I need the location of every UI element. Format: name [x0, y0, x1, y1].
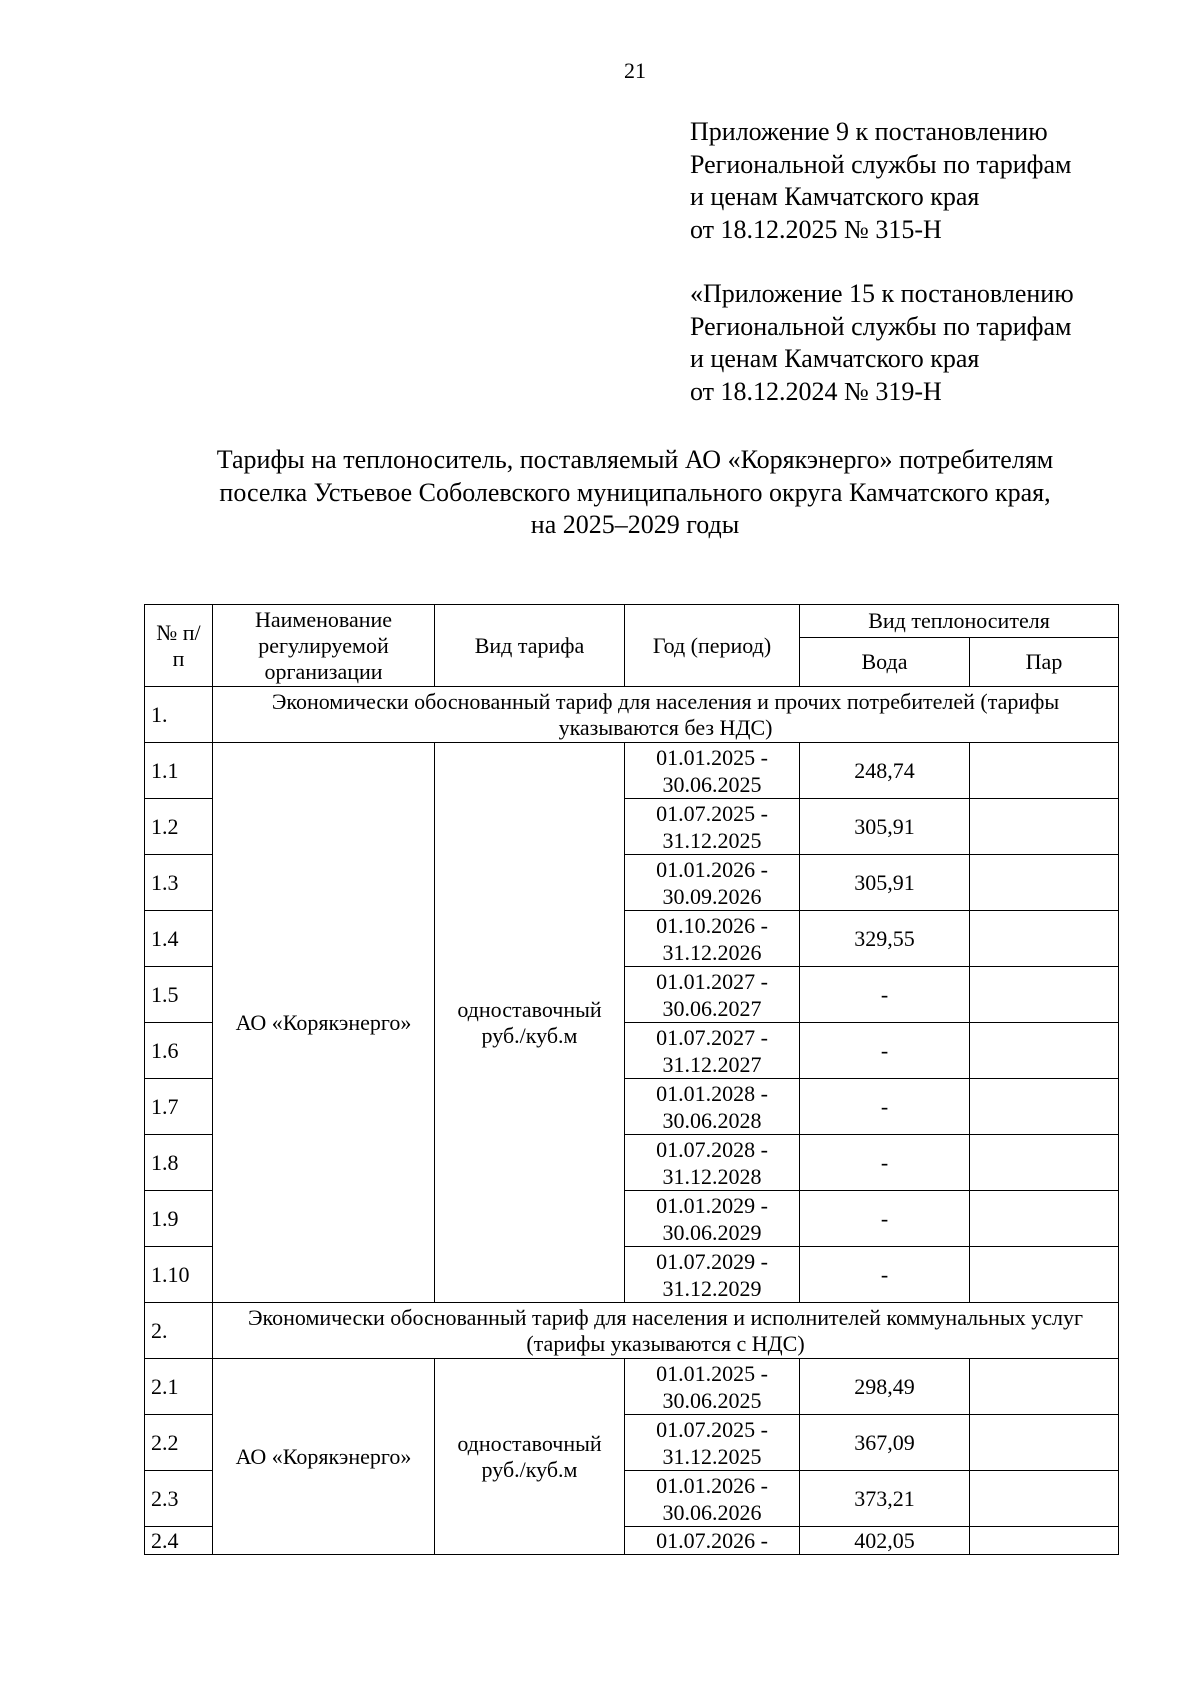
- period-end: 30.06.2025: [662, 1387, 762, 1413]
- period-end: 30.06.2025: [662, 771, 762, 797]
- steam-value: [970, 1359, 1119, 1415]
- period-cell: [625, 1191, 800, 1247]
- header-org: Наименование регулируемой организации: [213, 605, 435, 687]
- period-cell: [625, 1359, 800, 1415]
- steam-value: [970, 1415, 1119, 1471]
- period-end: 30.06.2027: [662, 995, 762, 1021]
- period-end: 30.06.2028: [662, 1107, 762, 1133]
- water-value: 329,55: [800, 911, 970, 967]
- row-num: 2.1: [145, 1359, 213, 1415]
- appendix-current-line: Приложение 9 к постановлению: [690, 117, 1048, 146]
- period-cell: [625, 855, 800, 911]
- period-cell: [625, 1135, 800, 1191]
- water-value: 367,09: [800, 1415, 970, 1471]
- period-start: 01.10.2026 -: [656, 912, 768, 938]
- period-cell: [625, 799, 800, 855]
- period-start: 01.01.2028 -: [656, 1080, 768, 1106]
- period-start: 01.01.2029 -: [656, 1192, 768, 1218]
- tariff-type-cell: одноставочный руб./куб.м: [435, 743, 625, 1303]
- period-start: 01.01.2027 -: [656, 968, 768, 994]
- table-row: [145, 743, 1119, 799]
- tariff-table: [144, 604, 1119, 1555]
- period-cell: [625, 1415, 800, 1471]
- water-value: -: [800, 1247, 970, 1303]
- water-value: 305,91: [800, 855, 970, 911]
- period-end: 30.06.2026: [662, 1499, 762, 1525]
- period-end: 31.12.2025: [662, 1443, 762, 1469]
- period-start: 01.01.2025 -: [656, 1360, 768, 1386]
- period-start: 01.07.2028 -: [656, 1136, 768, 1162]
- period-cell: [625, 1471, 800, 1527]
- period-start: 01.07.2026 -: [656, 1528, 768, 1553]
- appendix-current-line: от 18.12.2025 № 315-Н: [690, 214, 942, 244]
- header-tariff-type: Вид тарифа: [435, 605, 625, 687]
- row-num: 1.5: [145, 967, 213, 1023]
- period-end: 30.06.2029: [662, 1219, 762, 1245]
- period-cell: [625, 1079, 800, 1135]
- row-num: 2.4: [145, 1527, 213, 1555]
- appendix-original-line: и ценам Камчатского края: [690, 344, 980, 373]
- water-value: 305,91: [800, 799, 970, 855]
- steam-value: [970, 1135, 1119, 1191]
- period-start: 01.01.2026 -: [656, 856, 768, 882]
- period-end: 31.12.2026: [662, 939, 762, 965]
- period-cell: [625, 911, 800, 967]
- section-title: Экономически обоснованный тариф для населения и прочих потребителей (тарифы указываются без НДС): [213, 687, 1119, 743]
- appendix-original-line: «Приложение 15 к постановлению: [690, 279, 1074, 308]
- appendix-original-block: [690, 278, 1074, 408]
- header-steam: Пар: [970, 638, 1119, 687]
- water-value: 298,49: [800, 1359, 970, 1415]
- period-start: 01.07.2029 -: [656, 1248, 768, 1274]
- steam-value: [970, 1471, 1119, 1527]
- page-number: 21: [624, 58, 646, 83]
- period-cell: [625, 1527, 800, 1555]
- period-cell: [625, 1247, 800, 1303]
- period-start: 01.07.2025 -: [656, 1416, 768, 1442]
- section-title: Экономически обоснованный тариф для населения и исполнителей коммунальных услуг (тарифы указываются с НДС): [213, 1303, 1119, 1359]
- period-cell: [625, 967, 800, 1023]
- header-water: Вода: [800, 638, 970, 687]
- steam-value: [970, 1247, 1119, 1303]
- row-num: 2.3: [145, 1471, 213, 1527]
- period-end: 31.12.2028: [662, 1163, 762, 1189]
- row-num: 1.4: [145, 911, 213, 967]
- steam-value: [970, 1191, 1119, 1247]
- row-num: 1.3: [145, 855, 213, 911]
- org-name: АО «Корякэнерго»: [235, 1009, 412, 1035]
- row-num: 1.7: [145, 1079, 213, 1135]
- document-title: [140, 444, 1130, 542]
- org-cell: [213, 743, 435, 1303]
- steam-value: [970, 911, 1119, 967]
- water-value: 373,21: [800, 1471, 970, 1527]
- section-num: 2.: [145, 1303, 213, 1359]
- steam-value: [970, 1023, 1119, 1079]
- appendix-original-line: Региональной службы по тарифам: [690, 311, 1072, 341]
- water-value: 248,74: [800, 743, 970, 799]
- steam-value: [970, 855, 1119, 911]
- steam-value: [970, 1079, 1119, 1135]
- appendix-current-block: [690, 116, 1071, 246]
- tariff-table-body: [145, 687, 1119, 1555]
- period-start: 01.01.2026 -: [656, 1472, 768, 1498]
- period-end: 31.12.2027: [662, 1051, 762, 1077]
- header-carrier: Вид теплоносителя: [800, 605, 1119, 638]
- row-num: 2.2: [145, 1415, 213, 1471]
- steam-value: [970, 799, 1119, 855]
- water-value: 402,05: [800, 1527, 970, 1555]
- steam-value: [970, 1527, 1119, 1555]
- title-line: Тарифы на теплоноситель, поставляемый АО «Корякэнерго» потребителям: [216, 445, 1054, 474]
- appendix-original-line: от 18.12.2024 № 319-Н: [690, 376, 942, 406]
- water-value: -: [800, 1023, 970, 1079]
- period-cell: [625, 743, 800, 799]
- period-start: 01.07.2027 -: [656, 1024, 768, 1050]
- water-value: -: [800, 1191, 970, 1247]
- table-row: [145, 1359, 1119, 1415]
- row-num: 1.10: [145, 1247, 213, 1303]
- header-period: Год (период): [625, 605, 800, 687]
- header-num: № п/п: [145, 605, 213, 687]
- section-num: 1.: [145, 687, 213, 743]
- org-cell: [213, 1359, 435, 1555]
- title-line: на 2025–2029 годы: [530, 510, 740, 539]
- period-end: 30.09.2026: [662, 883, 762, 909]
- title-line: поселка Устьевое Соболевского муниципального округа Камчатского края,: [219, 477, 1051, 507]
- period-start: 01.01.2025 -: [656, 744, 768, 770]
- section-row: [145, 1303, 1119, 1359]
- row-num: 1.2: [145, 799, 213, 855]
- row-num: 1.8: [145, 1135, 213, 1191]
- water-value: -: [800, 967, 970, 1023]
- period-start: 01.07.2025 -: [656, 800, 768, 826]
- water-value: -: [800, 1135, 970, 1191]
- period-cell: [625, 1023, 800, 1079]
- period-end: 31.12.2029: [662, 1275, 762, 1301]
- appendix-current-line: и ценам Камчатского края: [690, 182, 980, 211]
- section-row: [145, 687, 1119, 743]
- row-num: 1.9: [145, 1191, 213, 1247]
- appendix-current-line: Региональной службы по тарифам: [690, 149, 1072, 179]
- steam-value: [970, 967, 1119, 1023]
- water-value: -: [800, 1079, 970, 1135]
- row-num: 1.1: [145, 743, 213, 799]
- steam-value: [970, 743, 1119, 799]
- org-name: АО «Корякэнерго»: [235, 1443, 412, 1469]
- row-num: 1.6: [145, 1023, 213, 1079]
- period-end: 31.12.2025: [662, 827, 762, 853]
- tariff-type-cell: одноставочный руб./куб.м: [435, 1359, 625, 1555]
